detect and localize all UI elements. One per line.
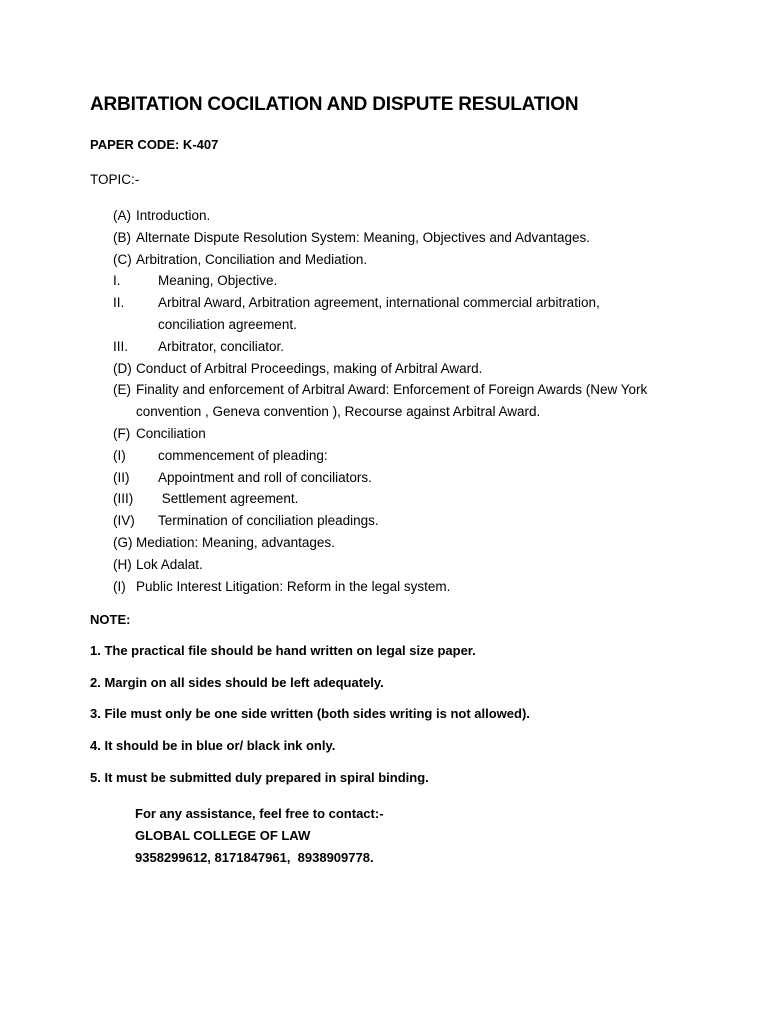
topic-subitem: [113, 270, 713, 292]
topic-text: Arbitral Award, Arbitration agreement, international commercial arbitration, conciliation agreement.: [158, 295, 600, 332]
topic-marker: III.: [113, 338, 129, 354]
topic-text: Finality and enforcement of Arbitral Award: Enforcement of Foreign Awards (New York convention , Geneva convention ), Recourse against Arbitral Award.: [136, 382, 648, 420]
note-item: 4. It should be in blue or/ black ink only.: [90, 738, 336, 754]
topic-subitem: [113, 292, 713, 336]
topic-item: [113, 227, 713, 249]
topic-text: Alternate Dispute Resolution System: Meaning, Objectives and Advantages.: [136, 229, 591, 245]
topic-marker: (G): [113, 534, 133, 550]
topic-marker: (B): [113, 229, 131, 245]
topic-marker: (I): [113, 447, 126, 463]
topic-subitem: [113, 467, 713, 489]
topic-item: [113, 423, 713, 445]
topic-subitem: [113, 510, 713, 532]
note-label: NOTE:: [90, 612, 131, 627]
topic-subitem: [113, 445, 713, 467]
topic-marker: (II): [113, 469, 130, 485]
topic-marker: I.: [113, 273, 121, 289]
contact-college: GLOBAL COLLEGE OF LAW: [135, 827, 311, 843]
topic-item: [113, 205, 713, 227]
topic-marker: (H): [113, 556, 132, 572]
topic-text: Arbitrator, conciliator.: [158, 338, 285, 354]
topic-text: Mediation: Meaning, advantages.: [136, 534, 335, 550]
topic-marker: II.: [113, 295, 125, 311]
topic-item: [113, 249, 713, 271]
topic-list: [113, 205, 713, 597]
topic-label: TOPIC:-: [90, 172, 140, 187]
topic-text: Meaning, Objective.: [158, 273, 278, 289]
topic-text: Introduction.: [136, 208, 211, 223]
topic-text: Termination of conciliation pleadings.: [158, 513, 379, 529]
topic-item: [113, 554, 713, 576]
topic-marker: (E): [113, 382, 131, 398]
topic-item: [113, 532, 713, 554]
topic-marker: (C): [113, 251, 132, 267]
topic-item: [113, 379, 713, 423]
document-title: ARBITATION COCILATION AND DISPUTE RESULATION: [90, 94, 579, 115]
contact-block: [135, 803, 384, 868]
topic-marker: (D): [113, 360, 132, 376]
topic-marker: (IV): [113, 513, 135, 529]
note-item: 5. It must be submitted duly prepared in spiral binding.: [90, 769, 429, 785]
note-item: 2. Margin on all sides should be left adequately.: [90, 674, 384, 690]
topic-text: Lok Adalat.: [136, 556, 203, 572]
topic-item: [113, 576, 713, 598]
note-list: [90, 643, 530, 801]
note-item: 3. File must only be one side written (both sides writing is not allowed).: [90, 706, 530, 722]
topic-text: Conciliation: [136, 425, 206, 441]
topic-text: commencement of pleading:: [158, 447, 328, 463]
topic-text: Conduct of Arbitral Proceedings, making of Arbitral Award.: [136, 360, 483, 376]
topic-subitem: [113, 488, 713, 510]
contact-phones: 9358299612, 8171847961, 8938909778.: [135, 849, 374, 865]
note-item: 1. The practical file should be hand written on legal size paper.: [90, 643, 476, 658]
topic-text: Arbitration, Conciliation and Mediation.: [136, 251, 368, 267]
contact-intro: For any assistance, feel free to contact:-: [135, 806, 384, 821]
topic-marker: (A): [113, 208, 131, 223]
topic-marker: (I): [113, 578, 126, 594]
topic-text: Public Interest Litigation: Reform in the legal system.: [136, 578, 451, 594]
topic-marker: (III): [113, 491, 134, 507]
paper-code: PAPER CODE: K-407: [90, 137, 219, 152]
topic-text: Appointment and roll of conciliators.: [158, 469, 372, 485]
topic-marker: (F): [113, 425, 131, 441]
topic-text: Settlement agreement.: [158, 491, 299, 507]
topic-item: [113, 358, 713, 380]
topic-subitem: [113, 336, 713, 358]
